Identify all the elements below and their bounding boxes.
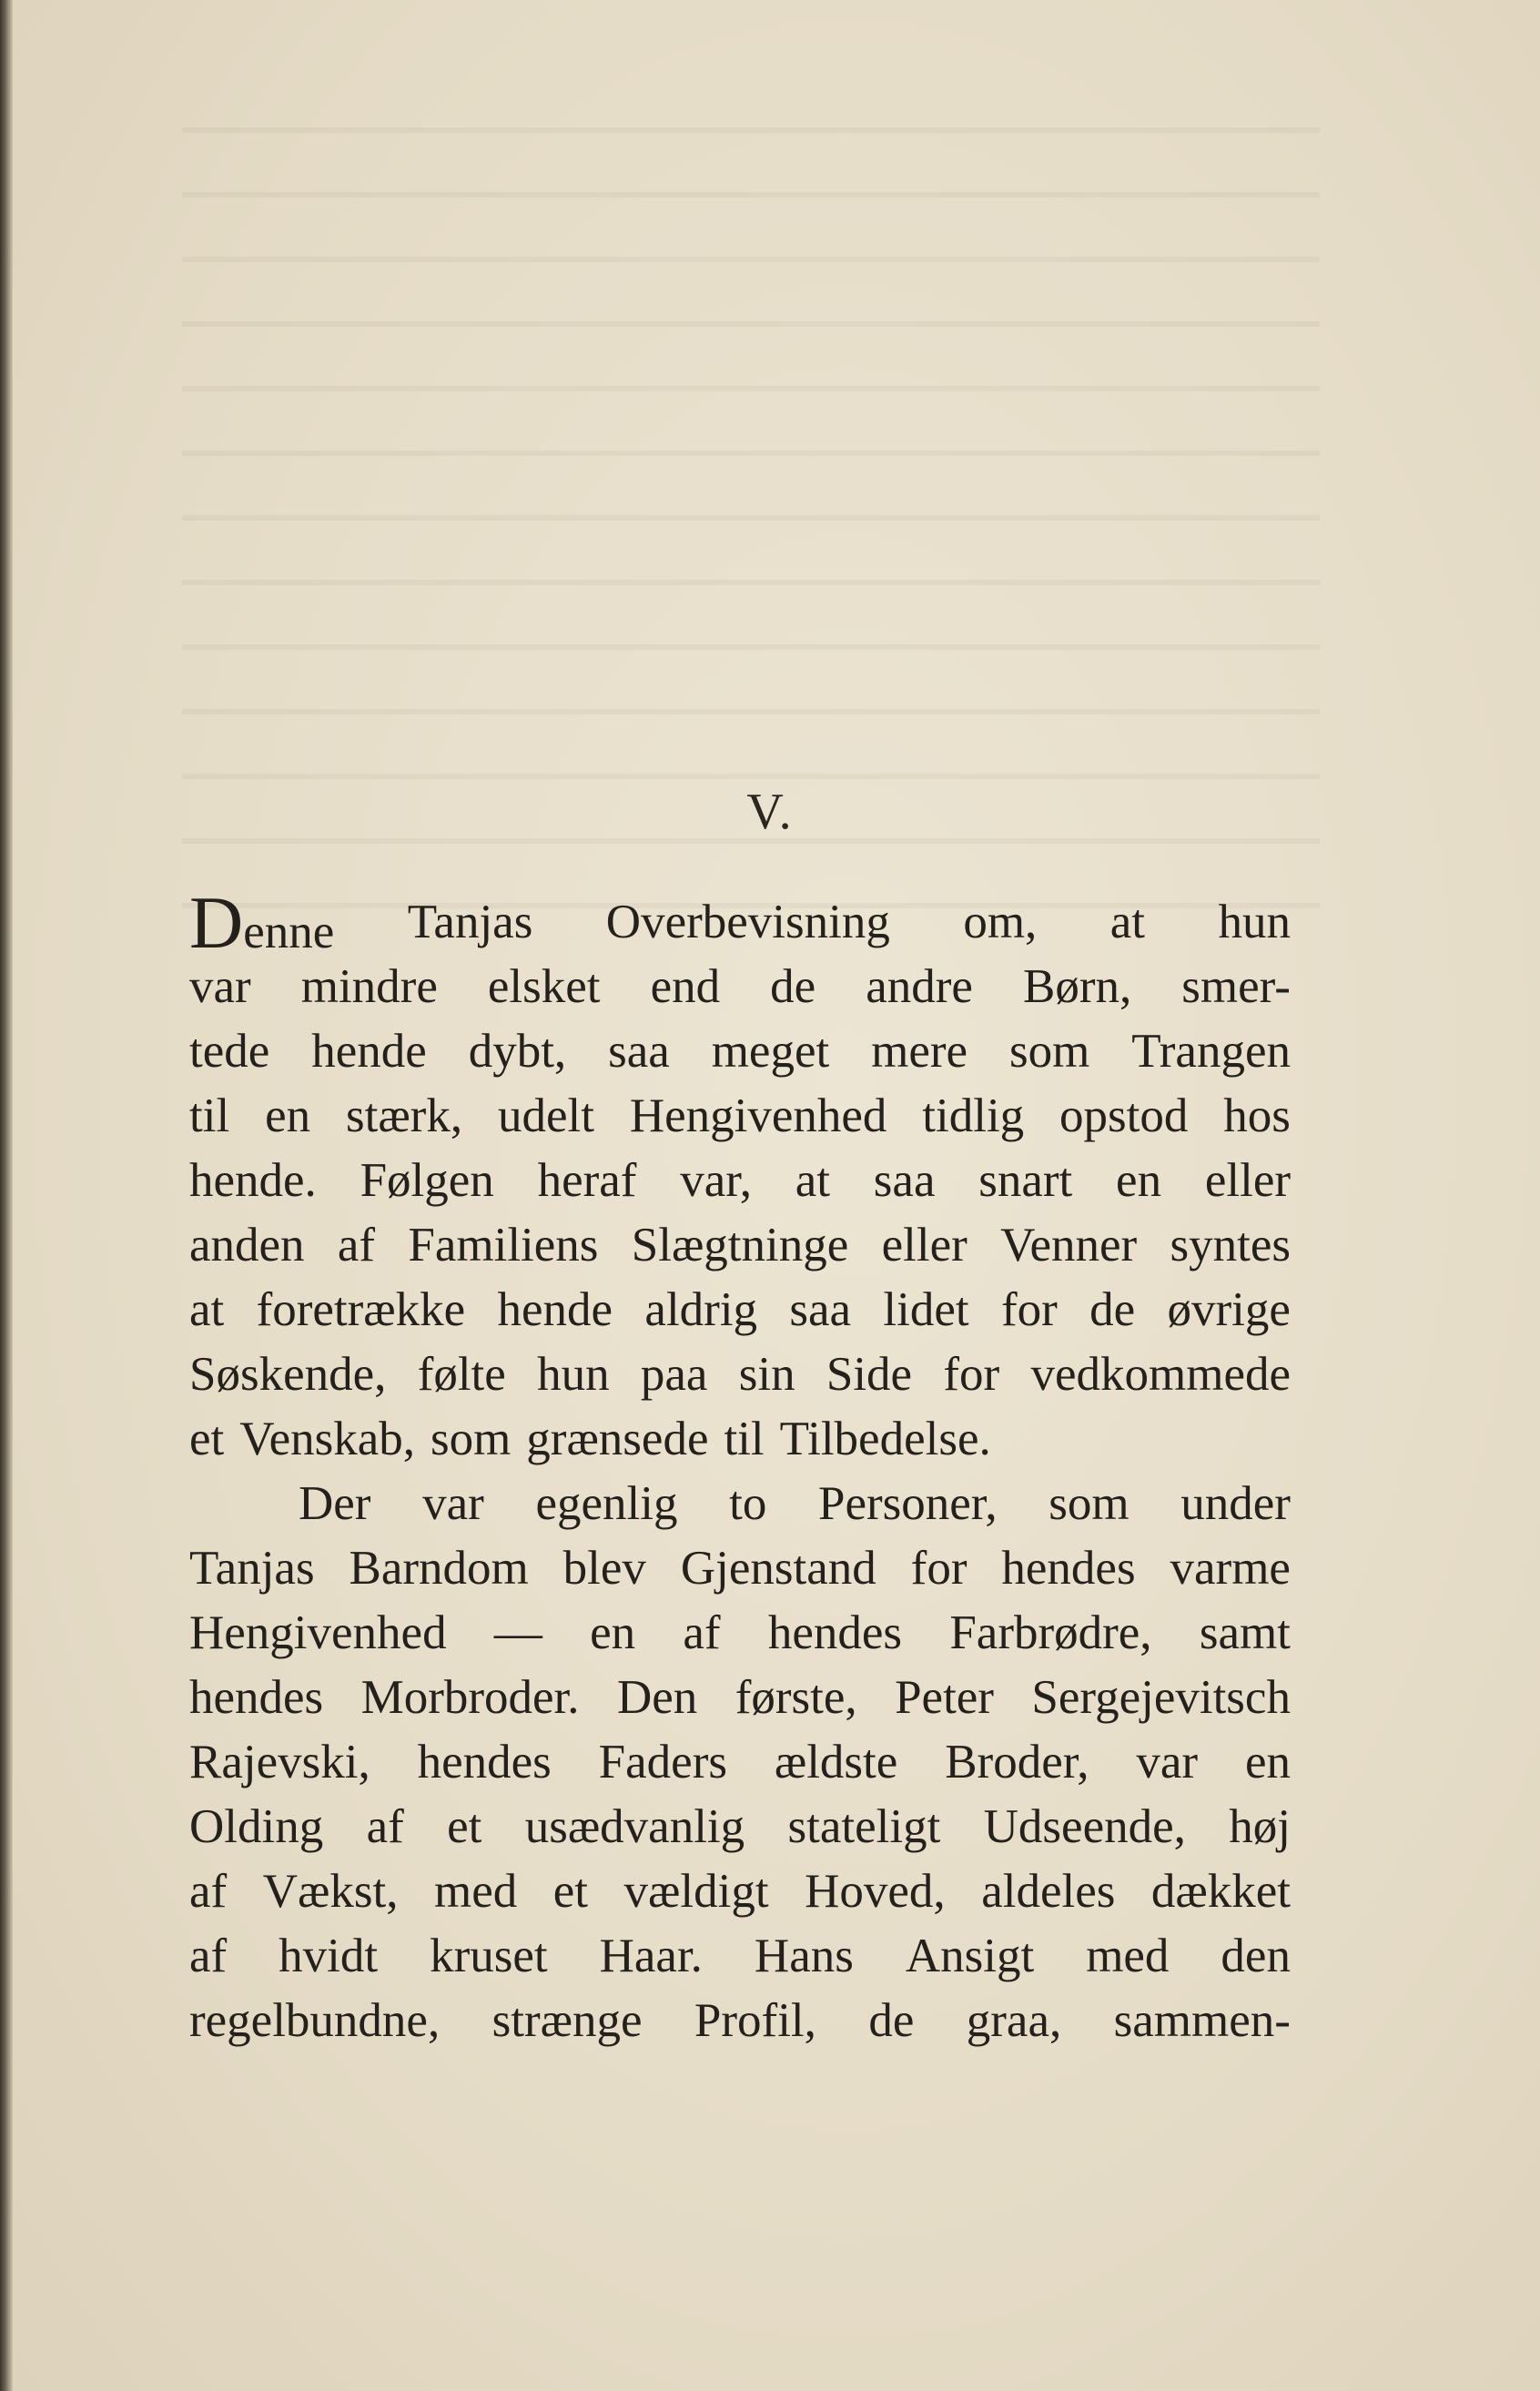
word: af [366, 1800, 404, 1853]
word: ældste [774, 1736, 898, 1788]
word: blev [562, 1542, 646, 1595]
word: Den [616, 1671, 698, 1724]
word: Tanjas [189, 1542, 315, 1595]
word: som [430, 1413, 512, 1465]
word: heraf [537, 1154, 637, 1207]
word: de [770, 960, 816, 1013]
word: hendes [417, 1736, 552, 1788]
word: følte [417, 1348, 506, 1401]
word: Peter [895, 1671, 994, 1724]
text-line [189, 1924, 1291, 1989]
word: hvidt [279, 1930, 379, 1982]
word: Olding [189, 1800, 324, 1853]
word: Overbevisning [605, 896, 890, 948]
word: et [552, 1865, 589, 1918]
word: snart [978, 1154, 1073, 1207]
word: af [189, 1930, 228, 1982]
word: til [724, 1413, 765, 1465]
word: saa [608, 1025, 670, 1078]
word: Ansigt [905, 1930, 1035, 1982]
text-line [189, 1342, 1291, 1407]
word: end [650, 960, 721, 1013]
word: de [1089, 1283, 1136, 1336]
word: paa [640, 1348, 708, 1401]
word: Børn, [1022, 960, 1132, 1013]
word: sin [738, 1348, 795, 1401]
word: saa [873, 1154, 936, 1207]
word: hun [537, 1348, 610, 1401]
text-line [189, 1149, 1291, 1213]
text-line [189, 1472, 1291, 1536]
word: tede [189, 1025, 270, 1078]
word: hendes [189, 1671, 324, 1724]
word: høj [1229, 1800, 1291, 1853]
word: for [1000, 1283, 1058, 1336]
word: var [189, 960, 251, 1013]
word: var, [680, 1154, 753, 1207]
word: vedkommede [1030, 1348, 1291, 1401]
word: tidlig [922, 1089, 1025, 1142]
word: hos [1223, 1089, 1291, 1142]
text-line [189, 955, 1291, 1019]
word: mere [871, 1025, 968, 1078]
word: Søskende, [189, 1348, 387, 1401]
word: Profil, [694, 1994, 816, 2047]
word: usædvanlig [524, 1800, 745, 1853]
word: Følgen [360, 1154, 494, 1207]
word: Der [299, 1477, 371, 1530]
word: Venner [1000, 1219, 1138, 1271]
word: hendes [1001, 1542, 1136, 1595]
word: aldrig [644, 1283, 758, 1336]
text-line [189, 881, 1291, 964]
word: Hans [754, 1930, 854, 1982]
word: Venskab, [239, 1413, 416, 1465]
word: Farbrødre, [949, 1606, 1152, 1659]
word: graa, [966, 1994, 1062, 2047]
word: første, [735, 1671, 857, 1724]
text-line [189, 1213, 1291, 1278]
word: meget [711, 1025, 830, 1078]
word: grænsede [526, 1413, 709, 1465]
word: af [683, 1606, 721, 1659]
word: den [1221, 1930, 1291, 1982]
word: dybt, [468, 1025, 567, 1078]
word: strænge [491, 1994, 643, 2047]
text-line [189, 1666, 1291, 1730]
word: Broder, [945, 1736, 1089, 1788]
word: hende [497, 1283, 613, 1336]
word: Side [826, 1348, 913, 1401]
word: eller [1204, 1154, 1291, 1207]
word: egenlig [535, 1477, 678, 1530]
word: en [590, 1606, 636, 1659]
paragraph-2 [189, 1472, 1291, 2053]
word: en [1116, 1154, 1162, 1207]
word: med [433, 1865, 518, 1918]
word: Denne [189, 881, 335, 964]
word: var [1136, 1736, 1199, 1788]
word: Barndom [349, 1542, 529, 1595]
word: med [1086, 1930, 1170, 1982]
text-line [189, 1989, 1291, 2053]
word: udelt [497, 1089, 594, 1142]
word: syntes [1170, 1219, 1291, 1271]
word: at [795, 1154, 831, 1207]
word: Tilbedelse. [779, 1413, 991, 1465]
word: saa [789, 1283, 852, 1336]
word: øvrige [1167, 1283, 1291, 1336]
word: de [868, 1994, 915, 2047]
word: for [943, 1348, 1000, 1401]
word: Haar. [599, 1930, 703, 1982]
word: Udseende, [983, 1800, 1186, 1853]
word: samt [1199, 1606, 1291, 1659]
word: af [189, 1865, 228, 1918]
word: Slægtninge [631, 1219, 849, 1271]
word: Familiens [408, 1219, 599, 1271]
text-line [189, 1019, 1291, 1084]
word: at [1109, 896, 1146, 948]
word: Faders [598, 1736, 727, 1788]
text-line [189, 1084, 1291, 1149]
word: mindre [300, 960, 438, 1013]
word: Personer, [818, 1477, 998, 1530]
word: hende [311, 1025, 427, 1078]
word: var [422, 1477, 484, 1530]
word: varme [1170, 1542, 1291, 1595]
word: en [265, 1089, 311, 1142]
word: regelbundne, [189, 1994, 441, 2047]
word: hende. [189, 1154, 317, 1207]
word: dækket [1150, 1865, 1291, 1918]
word: foretrække [256, 1283, 466, 1336]
word: et [189, 1413, 225, 1465]
word: under [1180, 1477, 1291, 1530]
paragraph-1 [189, 881, 1291, 1472]
text-line [189, 1601, 1291, 1666]
word: en [1244, 1736, 1291, 1788]
word: for [910, 1542, 968, 1595]
word: hendes [767, 1606, 903, 1659]
word: om, [963, 896, 1038, 948]
word: stateligt [787, 1800, 941, 1853]
word: to [729, 1477, 767, 1530]
word: et [447, 1800, 482, 1853]
word: Tanjas [407, 896, 533, 948]
word: stærk, [345, 1089, 463, 1142]
word: sammen- [1113, 1994, 1291, 2047]
word: Morbroder. [360, 1671, 580, 1724]
word: Sergejevitsch [1031, 1671, 1291, 1724]
word: vældigt [623, 1865, 769, 1918]
word: elsket [487, 960, 601, 1013]
text-line [189, 1536, 1291, 1601]
word: Gjenstand [680, 1542, 876, 1595]
word: eller [881, 1219, 968, 1271]
word: til [189, 1089, 230, 1142]
word: som [1049, 1477, 1130, 1530]
word: Hengivenhed [629, 1089, 887, 1142]
text-line [189, 1730, 1291, 1795]
word: anden [189, 1219, 305, 1271]
page-spine-shadow [0, 0, 13, 2391]
word: andre [866, 960, 973, 1013]
text-line [189, 1278, 1291, 1342]
initial-capital: D [189, 881, 244, 964]
word: Hengivenhed [189, 1606, 447, 1659]
word: Trangen [1131, 1025, 1291, 1078]
word: smer- [1181, 960, 1291, 1013]
word: hun [1218, 896, 1291, 948]
text-line [189, 1407, 1291, 1472]
word: aldeles [981, 1865, 1116, 1918]
text-line [189, 1795, 1291, 1859]
word: Hoved, [805, 1865, 946, 1918]
word: som [1008, 1025, 1090, 1078]
word: Vækst, [262, 1865, 399, 1918]
body-text [189, 881, 1291, 2053]
word: Rajevski, [189, 1736, 370, 1788]
word: — [493, 1606, 542, 1659]
word: lidet [883, 1283, 969, 1336]
word: opstod [1059, 1089, 1189, 1142]
word: af [337, 1219, 376, 1271]
chapter-heading: V. [746, 784, 794, 840]
text-line [189, 1859, 1291, 1924]
word: at [189, 1283, 225, 1336]
word: kruset [430, 1930, 548, 1982]
